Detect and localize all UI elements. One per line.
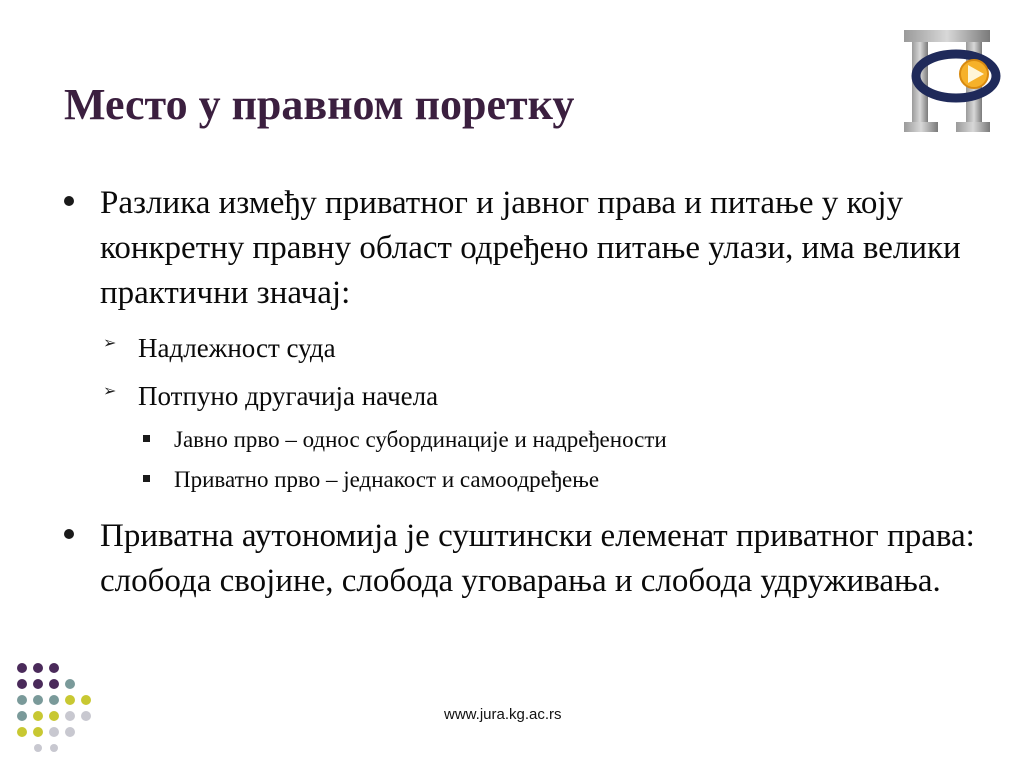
- disc-bullet-icon: [64, 529, 74, 539]
- chevron-bullet-icon: ➢: [103, 381, 117, 400]
- bullet-text: Разлика између приватног и јавног права и питање у коју конкретну правну област одређено питање улази, има велики практични значај:: [100, 185, 961, 311]
- bullet-text: Приватна аутономија је суштински елеменат приватног права: слобода својине, слобода уговарања и слобода удруживања.: [100, 518, 975, 599]
- square-bullet-icon: [143, 435, 150, 442]
- slide-title: Место у правном поретку: [64, 80, 575, 129]
- sub-bullet-text: Потпуно другачија начела: [138, 381, 439, 411]
- square-bullet-icon: [143, 475, 150, 482]
- faculty-logo-icon: [896, 24, 1008, 140]
- sub-bullet-text: Надлежност суда: [138, 333, 336, 363]
- dot-grid-icon: [16, 662, 96, 752]
- sub-sub-bullet-text: Приватно прво – једнакост и самоодређење: [174, 467, 600, 492]
- chevron-bullet-icon: ➢: [103, 333, 117, 352]
- disc-bullet-icon: [64, 196, 74, 206]
- footer-url: www.jura.kg.ac.rs: [444, 706, 562, 723]
- sub-sub-bullet-text: Јавно прво – однос субординације и надређености: [174, 427, 667, 452]
